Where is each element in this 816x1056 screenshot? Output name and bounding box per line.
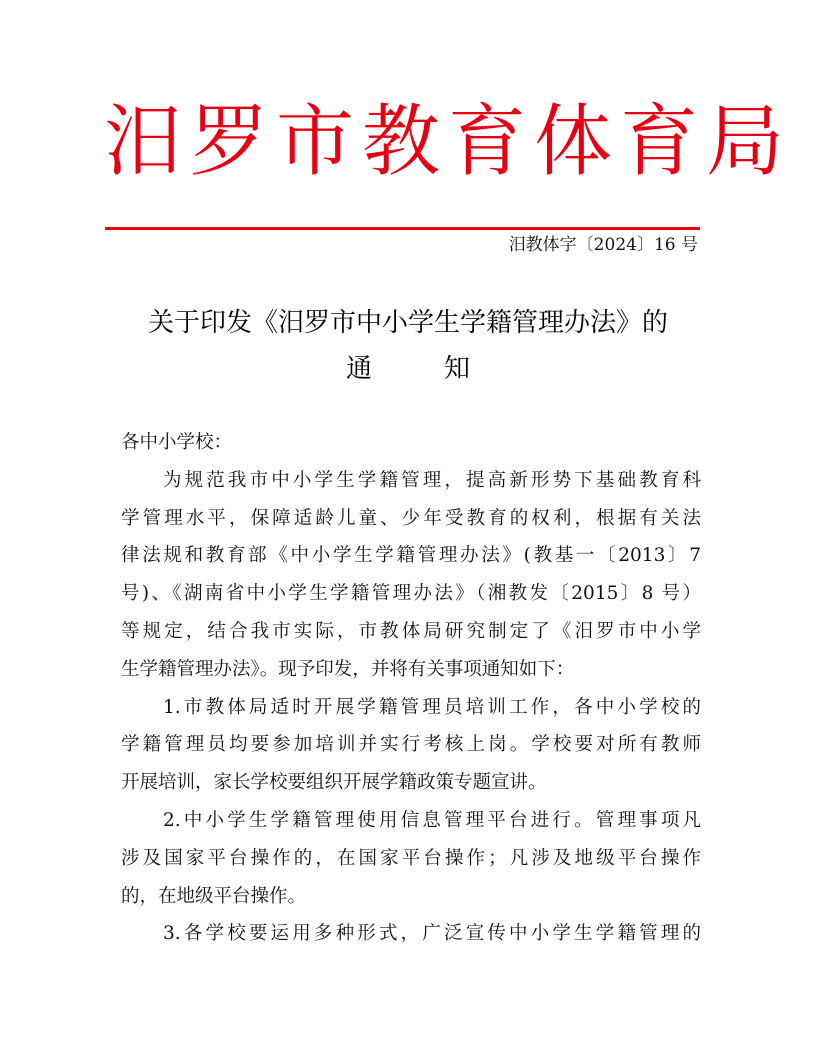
document-title [100,300,716,392]
item-1-line: 1.市教体局适时开展学籍管理员培训工作，各中小学校的 [163,696,701,718]
title-line-1: 关于印发《汨罗市中小学生学籍管理办法》的 [147,308,668,338]
intro-line: 号)、《湖南省中小学生学籍管理办法》（湘教发〔2015〕8 号） [121,583,701,605]
item-1-line: 开展培训，家长学校要组织开展学籍政策专题宣讲。 [121,772,547,794]
salutation: 各中小学校： [121,432,233,453]
red-header-rule [105,227,700,230]
item-1-line: 学籍管理员均要参加培训并实行考核上岗。学校要对所有教师 [121,734,701,756]
intro-line: 等规定，结合我市实际，市教体局研究制定了《汨罗市中小学 [121,620,701,642]
intro-line: 为规范我市中小学生学籍管理，提高新形势下基础教育科 [163,469,701,491]
issuing-organization: 汨罗市教育体育局 [104,97,793,187]
item-2-line: 2.中小学生学籍管理使用信息管理平台进行。管理事项凡 [163,809,701,831]
item-2-line: 的，在地级平台操作。 [121,885,307,907]
item-2-line: 涉及国家平台操作的，在国家平台操作；凡涉及地级平台操作 [121,847,701,869]
document-number: 汨教体字〔2024〕16 号 [508,235,698,255]
title-line-2: 通知 [345,354,542,384]
intro-line: 律法规和教育部《中小学生学籍管理办法》(教基一〔2013〕7 [121,545,701,567]
intro-line: 生学籍管理办法》。现予印发，并将有关事项通知如下： [121,658,575,680]
document-body [121,424,701,953]
intro-line: 学管理水平，保障适龄儿童、少年受教育的权利，根据有关法 [121,507,701,529]
item-3-line: 3.各学校要运用多种形式，广泛宣传中小学生学籍管理的 [163,923,701,945]
